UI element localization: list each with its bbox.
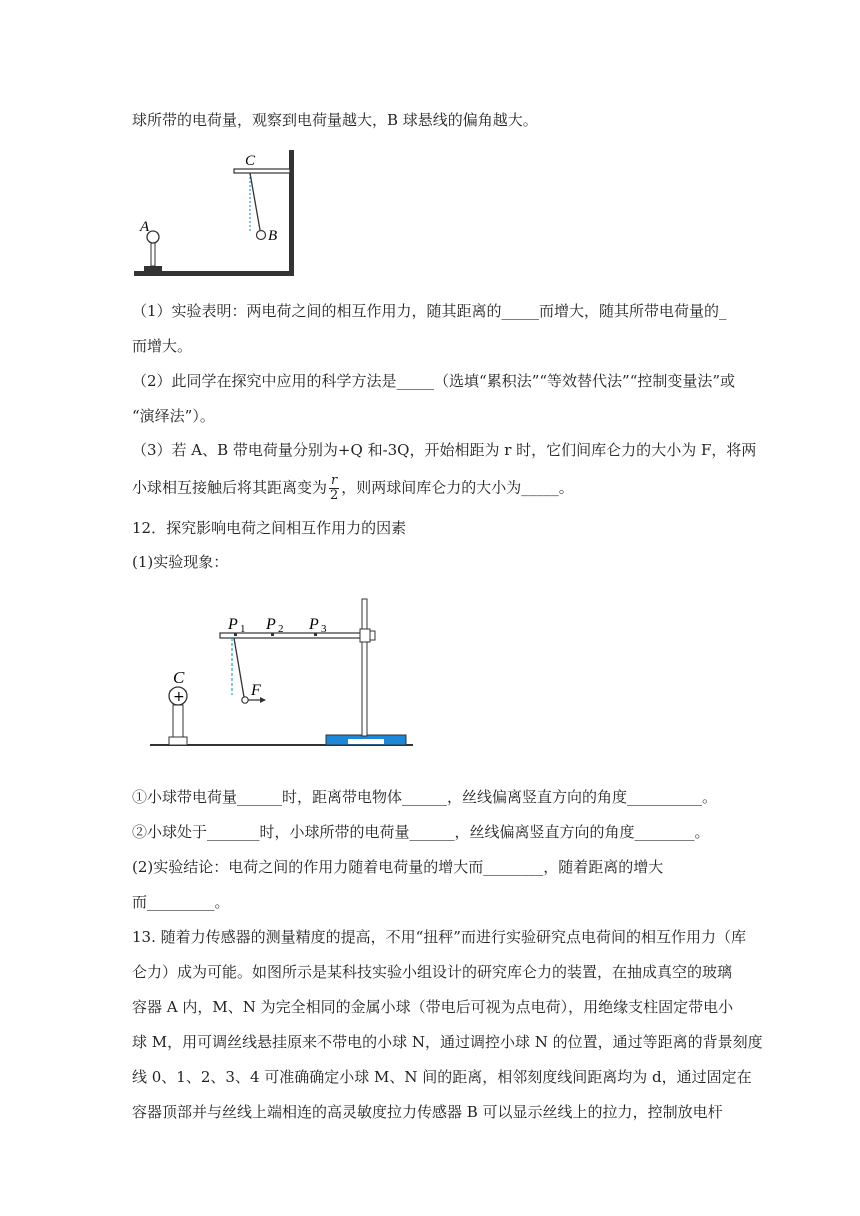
label-c: C (173, 668, 185, 687)
text-line: (2)实验结论：电荷之间的作用力随着电荷量的增大而________，随着距离的增大 (132, 858, 664, 876)
text-line: ②小球处于_______时，小球所带的电荷量______，丝线偏离竖直方向的角度________。 (132, 823, 710, 841)
label-c: C (245, 153, 256, 169)
text-line: 球 M，用可调丝线悬挂原来不带电的小球 N，通过调控小球 N 的位置，通过等距离的背景刻度 (132, 1033, 763, 1051)
text-line: 而_________。 (132, 893, 230, 911)
label-p1-sub: 1 (240, 623, 246, 635)
label-p2-sub: 2 (278, 623, 284, 635)
figure-iron-stand-experiment (148, 595, 418, 750)
text-line: 容器 A 内，M、N 为完全相同的金属小球（带电后可视为点电荷），用绝缘支柱固定带电小 (132, 998, 734, 1016)
label-a: A (140, 219, 150, 235)
text-line: “演绎法”）。 (132, 407, 215, 425)
text-line (132, 474, 574, 503)
text-line: 12．探究影响电荷之间相互作用力的因素 (132, 519, 407, 537)
label-p1: P (228, 616, 238, 633)
label-b: B (268, 228, 278, 244)
text-line: 球所带的电荷量，观察到电荷量越大，B 球悬线的偏角越大。 (132, 111, 538, 129)
label-p3: P (309, 616, 319, 633)
text-line: （2）此同学在探究中应用的科学方法是_____（选填“累积法”“等效替代法”“控制变量法”或 (132, 372, 736, 390)
text-fragment: ，则两球间库仑力的大小为_____。 (341, 478, 574, 497)
figure-coulomb-pendulum (130, 145, 310, 280)
text-line: 线 0、1、2、3、4 可准确确定小球 M、N 间的距离，相邻刻度线间距离均为 d，通过固定在 (132, 1068, 752, 1086)
text-line: 而增大。 (132, 337, 193, 355)
text-line: （1）实验表明：两电荷之间的相互作用力，随其距离的_____而增大，随其所带电荷量的_ (132, 302, 727, 320)
fraction-denominator: 2 (329, 488, 339, 503)
label-plus: + (173, 689, 185, 705)
text-line: （3）若 A、B 带电荷量分别为+Q 和-3Q，开始相距为 r 时，它们间库仑力的大小为 F，将两 (132, 441, 757, 459)
text-line: (1)实验现象： (132, 553, 229, 571)
fraction (329, 474, 339, 503)
text-line: ①小球带电荷量______时，距离带电物体______，丝线偏离竖直方向的角度__________。 (132, 788, 718, 806)
fraction-numerator: r (331, 473, 338, 488)
label-f: F (251, 682, 261, 699)
text-line: 仑力）成为可能。如图所示是某科技实验小组设计的研究库仑力的装置，在抽成真空的玻璃 (132, 963, 733, 981)
text-fragment: 小球相互接触后将其距离变为 (132, 478, 328, 497)
label-p2: P (266, 616, 276, 633)
label-p3-sub: 3 (321, 623, 327, 635)
text-line: 13. 随着力传感器的测量精度的提高，不用“扭秤”而进行实验研究点电荷间的相互作用力（库 (132, 928, 746, 946)
text-line: 容器顶部并与丝线上端相连的高灵敏度拉力传感器 B 可以显示丝线上的拉力，控制放电杆 (132, 1103, 723, 1121)
